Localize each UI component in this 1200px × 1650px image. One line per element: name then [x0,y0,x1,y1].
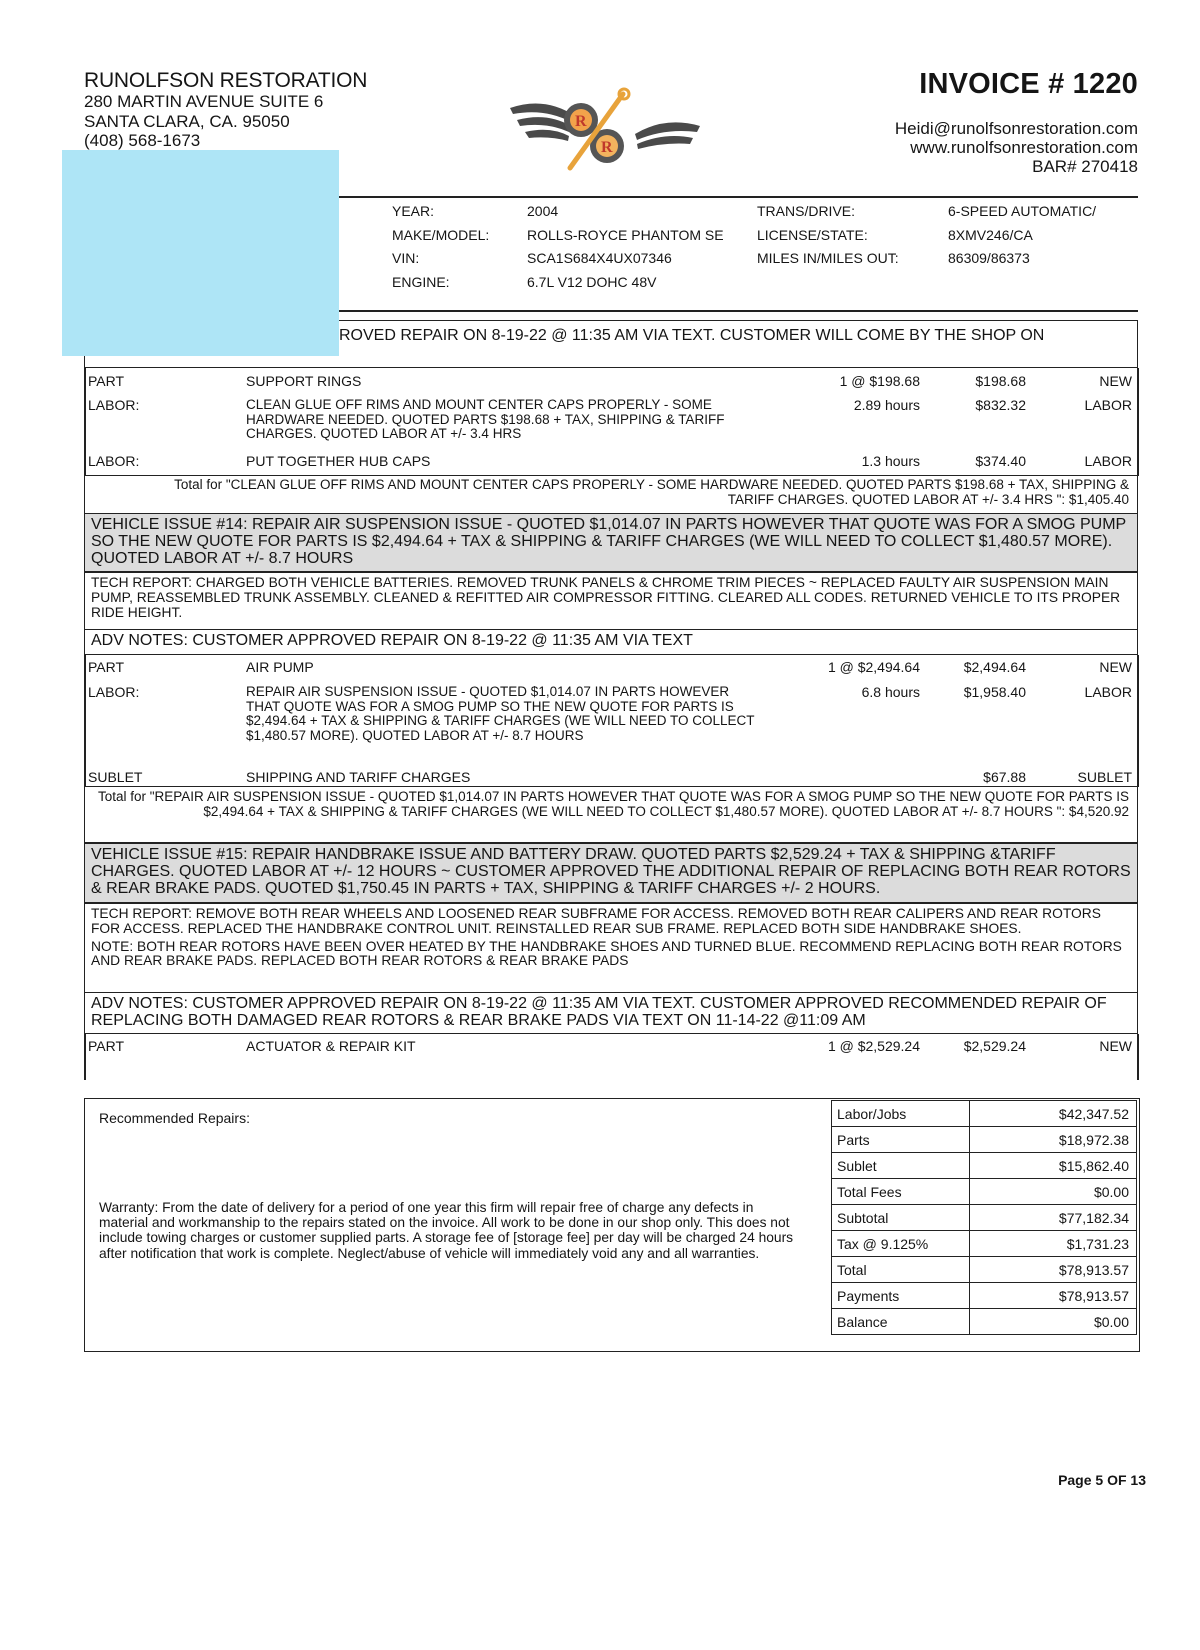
line-desc: AIR PUMP [246,659,314,675]
adv-notes-15-text: ADV NOTES: CUSTOMER APPROVED REPAIR ON 8-19-22 @ 11:35 AM VIA TEXT. CUSTOMER APPROVED RECOMMENDED REPAIR OF REPLACING BOTH DAMAGED REAR ROTORS & REAR BRAKE PADS VIA TEXT ON 11-14-22 @11:09 AM [91,995,1107,1029]
totals-row [832,1257,1137,1283]
line-qty: 6.8 hours [861,684,920,700]
line-type: PART [88,659,125,675]
line-qty: 1 @ $2,494.64 [827,659,920,675]
line-desc: PUT TOGETHER HUB CAPS [246,453,431,469]
adv-notes-14-text: ADV NOTES: CUSTOMER APPROVED REPAIR ON 8-19-22 @ 11:35 AM VIA TEXT [91,632,693,649]
totals-label: Balance [832,1309,970,1335]
recommended-repairs-label: Recommended Repairs: [99,1110,250,1126]
license-value: 8XMV246/CA [948,227,1033,243]
totals-value: $78,913.57 [970,1283,1137,1309]
page-number: Page 5 OF 13 [1058,1472,1146,1488]
totals-row [832,1231,1137,1257]
tech-report-15-text: TECH REPORT: REMOVE BOTH REAR WHEELS AND LOOSENED REAR SUBFRAME FOR ACCESS. REMOVED BOTH REAR CALIPERS AND REAR ROTORS FOR ACCESS. REPLACED THE HANDBRAKE CONTROL UNIT. REINSTALLED REAR SUB FRAME. REPLACED BOTH SIDE HANDBRAKE SHOES. [91,906,1101,936]
line-qty: 1 @ $2,529.24 [827,1038,920,1054]
line-qty: 1 @ $198.68 [839,373,920,389]
totals-label: Parts [832,1127,970,1153]
line-amount: $2,529.24 [963,1038,1026,1054]
make-value: ROLLS-ROYCE PHANTOM SE [527,227,724,243]
line-amount: $2,494.64 [963,659,1026,675]
tech-report-14-text: TECH REPORT: CHARGED BOTH VEHICLE BATTERIES. REMOVED TRUNK PANELS & CHROME TRIM PIECES ~ REPLACED FAULTY AIR SUSPENSION MAIN PUMP, REASSEMBLED TRUNK ASSEMBLY. CLEANED & REFITTED AIR COMPRESSOR FITTING. CLEARED ALL CODES. RETURNED VEHICLE TO ITS PROPER RIDE HEIGHT. [91,575,1121,620]
totals-value: $15,862.40 [970,1153,1137,1179]
line-amount: $374.40 [975,453,1026,469]
totals-label: Tax @ 9.125% [832,1231,970,1257]
line-desc: SHIPPING AND TARIFF CHARGES [246,769,471,785]
company-logo [505,86,705,176]
totals-value: $0.00 [970,1309,1137,1335]
line-amount: $198.68 [975,373,1026,389]
line-category: LABOR [1084,453,1132,469]
logo-wing-right-icon [635,122,700,149]
invoice-number: INVOICE # 1220 [919,68,1138,100]
adv-notes-top-text: ROVED REPAIR ON 8-19-22 @ 11:35 AM VIA TEXT. CUSTOMER WILL COME BY THE SHOP ON [339,327,1045,344]
vin-label: VIN: [392,250,420,266]
trans-label: TRANS/DRIVE: [757,203,856,219]
line-type: PART [88,373,125,389]
svg-text:R: R [601,139,613,156]
totals-value: $78,913.57 [970,1257,1137,1283]
totals-table [831,1100,1137,1335]
issue-14-total-text: Total for "REPAIR AIR SUSPENSION ISSUE - QUOTED $1,014.07 IN PARTS HOWEVER THAT QUOTE WAS FOR A SMOG PUMP SO THE NEW QUOTE FOR PARTS IS $2,494.64 + TAX & SHIPPING & TARIFF CHARGES (WE WILL NEED TO COLLECT $1,480.57 MORE). QUOTED LABOR AT +/- 8.7 HOURS ": $4,520.92 [97,789,1129,819]
line-category: NEW [1099,1038,1132,1054]
tech-report-14 [84,572,1138,630]
warranty-text: Warranty: From the date of delivery for a period of one year this firm will repair free of charge any defects in material and workmanship to the repairs stated on the invoice. All work to be done in our shop only. This does not include towing charges or customer supplied parts. A storage fee of [storage fee] per day will be charged 24 hours after notification that work is complete. Neglect/abuse of vehicle will immediately void any and all warranties. [99,1200,794,1261]
vin-value: SCA1S684X4UX07346 [527,250,672,266]
totals-label: Payments [832,1283,970,1309]
redaction-block [62,150,339,356]
totals-label: Subtotal [832,1205,970,1231]
line-desc: SUPPORT RINGS [246,373,362,389]
totals-row [832,1283,1137,1309]
bar-number: BAR# 270418 [1032,157,1138,176]
company-address-line2: SANTA CLARA, CA. 95050 [84,112,290,131]
line-category: LABOR [1084,684,1132,700]
totals-row [832,1179,1137,1205]
totals-row [832,1309,1137,1335]
contact-website: www.runolfsonrestoration.com [910,138,1138,157]
tech-report-15 [84,903,1138,993]
issue-14-title: VEHICLE ISSUE #14: REPAIR AIR SUSPENSION ISSUE - QUOTED $1,014.07 IN PARTS HOWEVER THAT QUOTE WAS FOR A SMOG PUMP SO THE NEW QUOTE FOR PARTS IS $2,494.64 + TAX & SHIPPING & TARIFF CHARGES (WE WILL NEED TO COLLECT $1,480.57 MORE). QUOTED LABOR AT +/- 8.7 HOURS [91,516,1126,567]
footer-box [84,1098,1140,1352]
line-qty: 2.89 hours [853,397,920,413]
line-amount: $67.88 [983,769,1026,785]
section1-total [84,475,1138,515]
company-address-line1: 280 MARTIN AVENUE SUITE 6 [84,92,324,111]
line-type: LABOR: [88,453,140,469]
line-category: NEW [1099,373,1132,389]
totals-label: Total [832,1257,970,1283]
line-type: PART [88,1038,125,1054]
totals-value: $0.00 [970,1179,1137,1205]
totals-label: Sublet [832,1153,970,1179]
trans-value: 6-SPEED AUTOMATIC/ [948,203,1097,219]
issue-15-title: VEHICLE ISSUE #15: REPAIR HANDBRAKE ISSUE AND BATTERY DRAW. QUOTED PARTS $2,529.24 + TAX & SHIPPING &TARIFF CHARGES. QUOTED LABOR AT +/- 12 HOURS ~ CUSTOMER APPROVED THE ADDITIONAL REPAIR OF REPLACING BOTH REAR ROTORS & REAR BRAKE PADS. QUOTED $1,750.45 IN PARTS + TAX, SHIPPING & TARIFF CHARGES +/- 2 HOURS. [91,846,1131,897]
line-category: SUBLET [1077,769,1132,785]
contact-email: Heidi@runolfsonrestoration.com [894,119,1138,138]
tech-report-15-note: NOTE: BOTH REAR ROTORS HAVE BEEN OVER HEATED BY THE HANDBRAKE SHOES AND TURNED BLUE. RECOMMEND REPLACING BOTH REAR ROTORS AND REAR BRAKE PADS. REPLACED BOTH REAR ROTORS & REAR BRAKE PADS [91,938,1122,969]
totals-value: $77,182.34 [970,1205,1137,1231]
totals-row [832,1101,1137,1127]
company-name: RUNOLFSON RESTORATION [84,69,368,92]
company-phone: (408) 568-1673 [84,131,201,150]
svg-text:R: R [575,113,587,130]
line-desc: ACTUATOR & REPAIR KIT [246,1038,416,1054]
totals-value: $42,347.52 [970,1101,1137,1127]
line-amount: $1,958.40 [963,684,1026,700]
adv-notes-14 [84,629,1138,655]
issue-14-total [84,786,1138,843]
miles-value: 86309/86373 [948,250,1030,266]
year-value: 2004 [527,203,559,219]
line-qty: 1.3 hours [861,453,920,469]
totals-row [832,1153,1137,1179]
vehicle-issue-14 [84,513,1138,572]
make-label: MAKE/MODEL: [392,227,490,243]
line-desc: REPAIR AIR SUSPENSION ISSUE - QUOTED $1,014.07 IN PARTS HOWEVER THAT QUOTE WAS FOR A SMOG PUMP SO THE NEW QUOTE FOR PARTS IS $2,494.64 + TAX & SHIPPING & TARIFF CHARGES (WE WILL NEED TO COLLECT $1,480.57 MORE). QUOTED LABOR AT +/- 8.7 HOURS [246,684,755,743]
adv-notes-15 [84,992,1138,1034]
line-type: SUBLET [88,769,143,785]
totals-row [832,1205,1137,1231]
line-category: LABOR [1084,397,1132,413]
line-amount: $832.32 [975,397,1026,413]
engine-label: ENGINE: [392,274,450,290]
vehicle-issue-15 [84,843,1138,903]
totals-row [832,1127,1137,1153]
totals-value: $18,972.38 [970,1127,1137,1153]
line-category: NEW [1099,659,1132,675]
miles-label: MILES IN/MILES OUT: [757,250,899,266]
totals-value: $1,731.23 [970,1231,1137,1257]
year-label: YEAR: [392,203,435,219]
section1-total-text: Total for "CLEAN GLUE OFF RIMS AND MOUNT CENTER CAPS PROPERLY - SOME HARDWARE NEEDED. QUOTED PARTS $198.68 + TAX, SHIPPING & TARIFF CHARGES. QUOTED LABOR AT +/- 3.4 HRS ": $1,405.40 [174,477,1129,507]
line-type: LABOR: [88,684,140,700]
totals-label: Labor/Jobs [832,1101,970,1127]
engine-value: 6.7L V12 DOHC 48V [527,274,657,290]
license-label: LICENSE/STATE: [757,227,868,243]
totals-label: Total Fees [832,1179,970,1205]
line-type: LABOR: [88,397,140,413]
line-desc: CLEAN GLUE OFF RIMS AND MOUNT CENTER CAPS PROPERLY - SOME HARDWARE NEEDED. QUOTED PARTS $198.68 + TAX, SHIPPING & TARIFF CHARGES. QUOTED LABOR AT +/- 3.4 HRS [246,397,725,442]
